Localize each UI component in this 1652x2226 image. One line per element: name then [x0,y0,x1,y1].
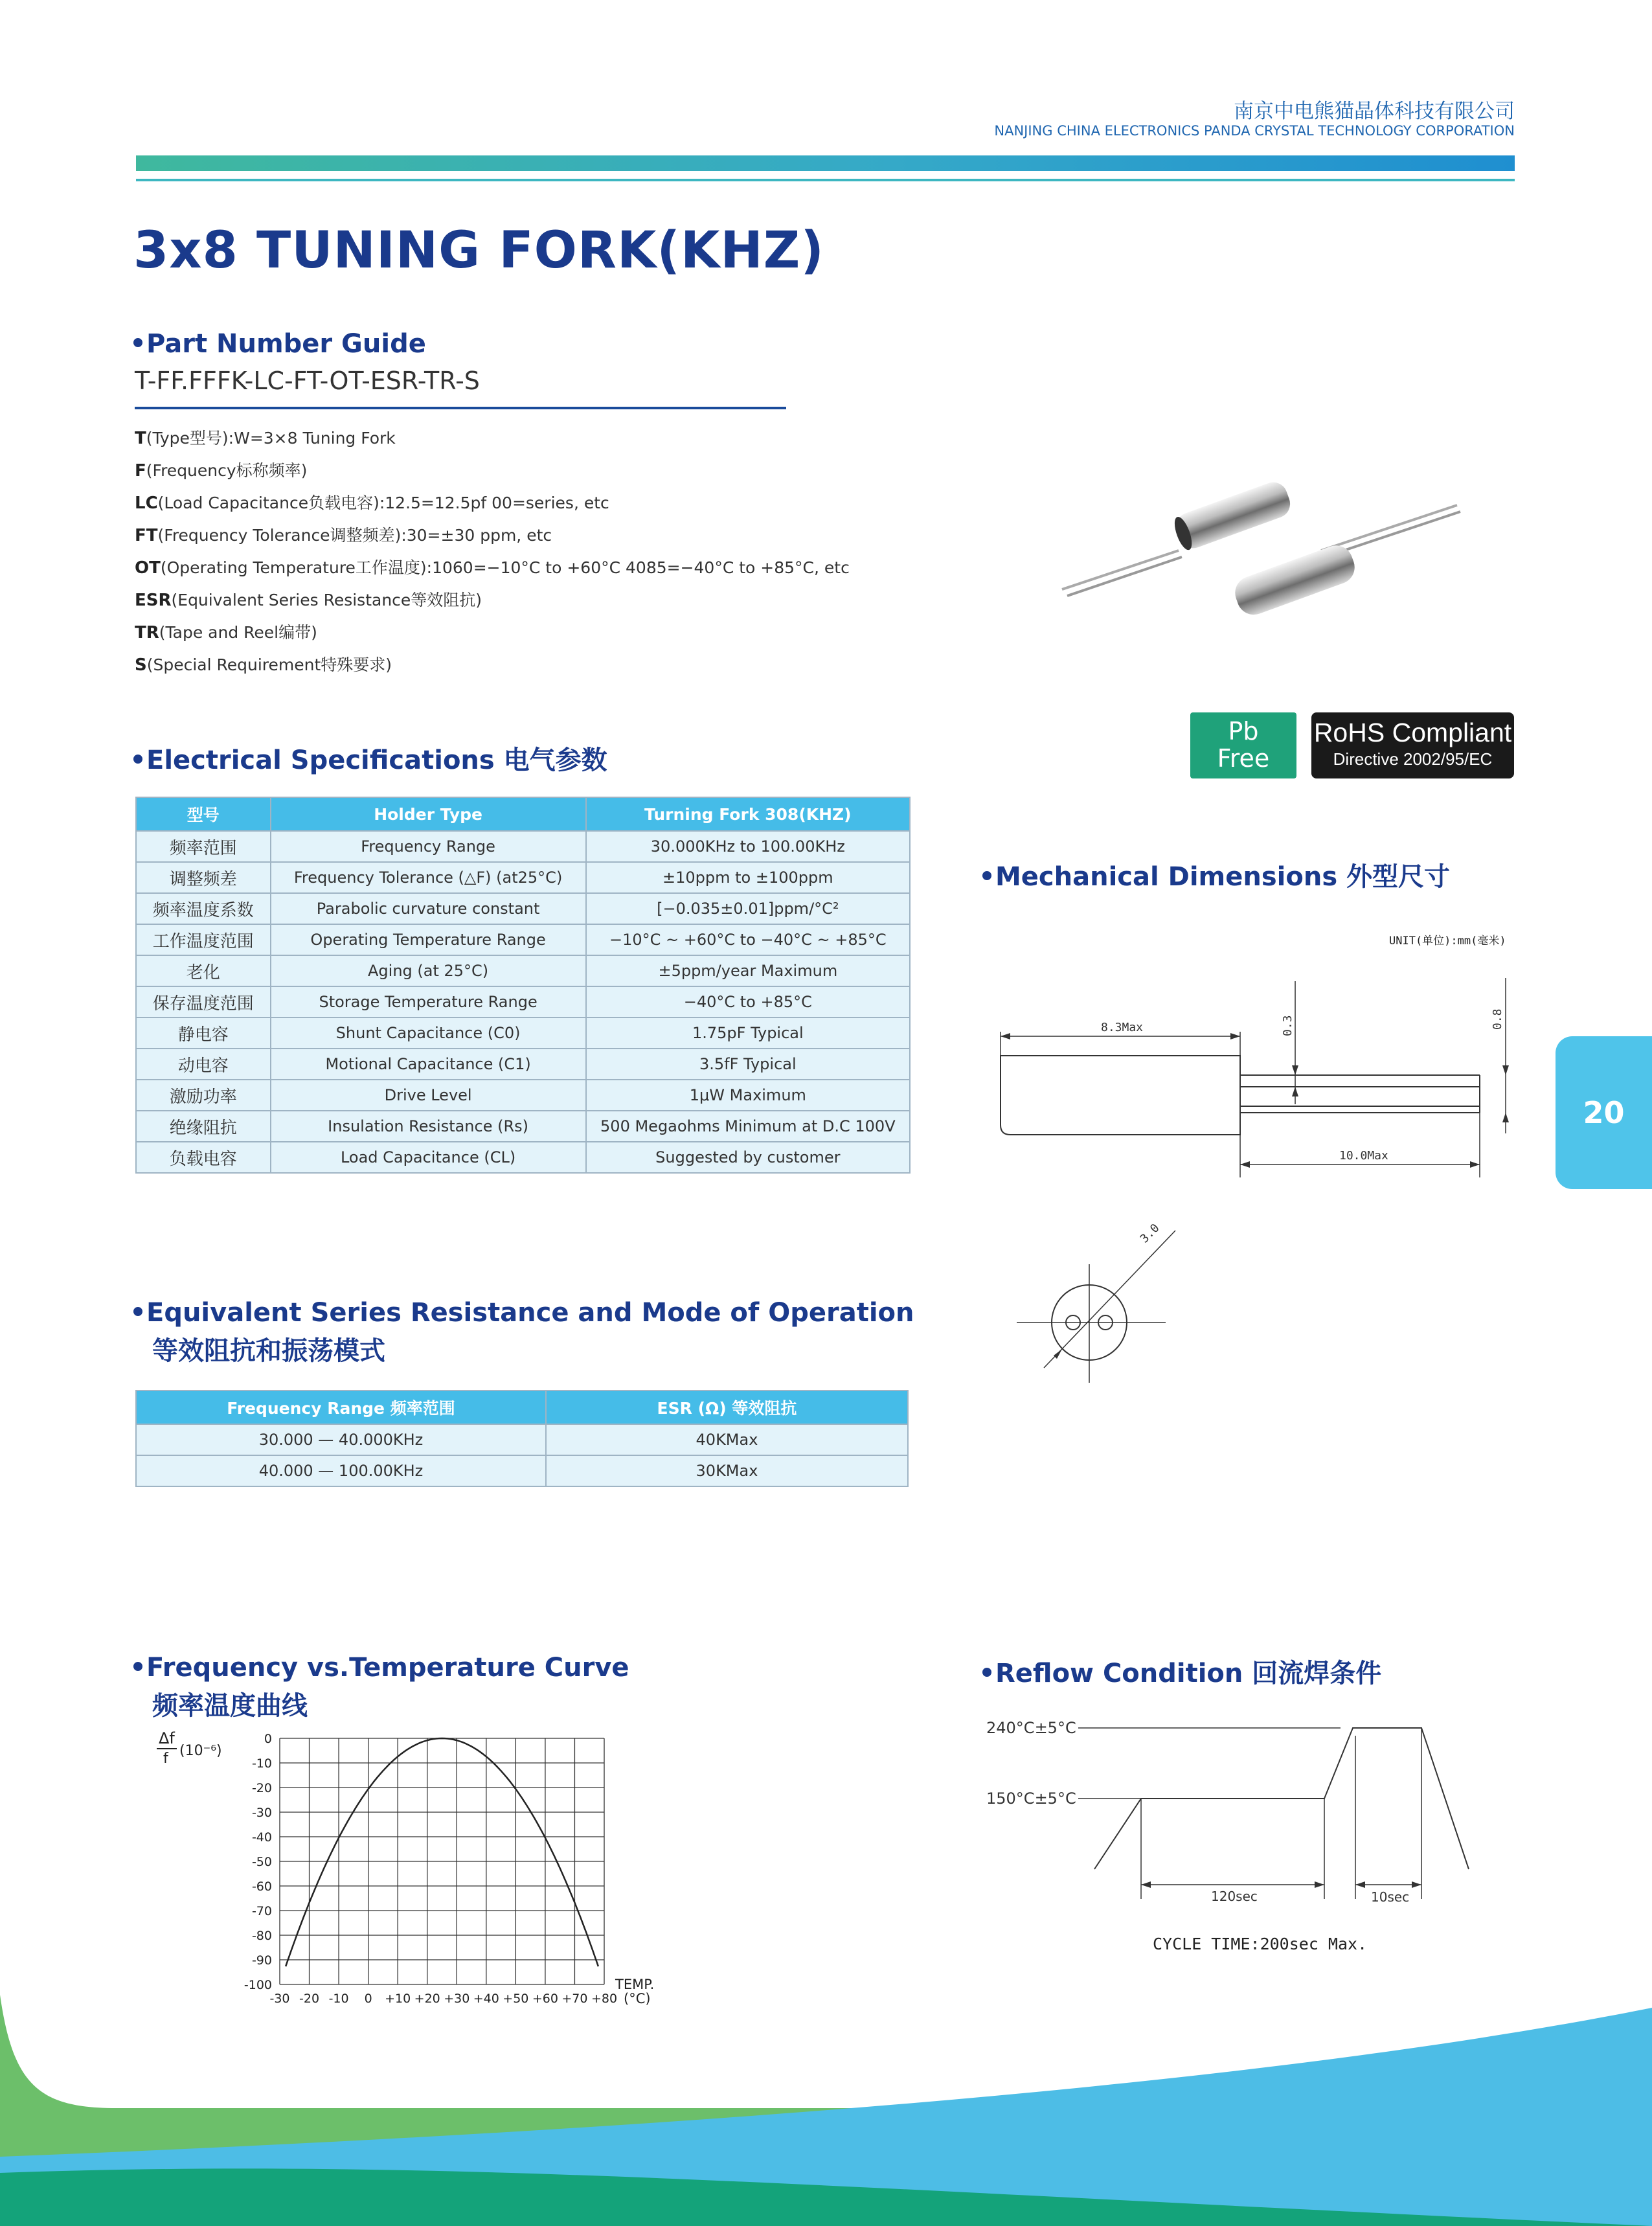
x-tick-label: -20 [299,1992,320,2006]
guide-item-text: (Type型号):W=3×8 Tuning Fork [146,429,396,448]
table-cell: 1.75pF Typical [586,1017,910,1049]
y-tick-label: -60 [251,1880,272,1894]
esr-heading: Equivalent Series Resistance and Mode of Operation [133,1298,914,1328]
x-tick-label: +70 [561,1992,588,2006]
unit-label: UNIT(单位):mm(毫米) [1389,935,1506,948]
svg-text:f: f [163,1751,168,1767]
svg-text:Δf: Δf [159,1729,175,1747]
company-name-cn: 南京中电熊猫晶体科技有限公司 [1234,100,1515,123]
electrical-heading: Electrical Specifications 电气参数 [133,740,607,777]
table-cell: 频率范围 [136,831,271,862]
table-cell: [−0.035±0.01]ppm/°C² [586,893,910,924]
table-header-cell: Frequency Range 频率范围 [136,1391,546,1424]
company-name-en: NANJING CHINA ELECTRONICS PANDA CRYSTAL TECHNOLOGY CORPORATION [994,123,1515,139]
rohs-badge [1311,712,1514,778]
guide-item-key: FT [135,526,158,545]
reflow-soak-label: 150°C±5°C [986,1789,1076,1808]
x-tick-label: -30 [269,1992,290,2006]
guide-item [135,519,850,552]
x-tick-label: 0 [364,1992,372,2006]
table-row [136,831,910,862]
x-tick-label: +10 [385,1992,411,2006]
bullet-icon [133,755,142,764]
reflow-peak-time: 10sec [1371,1889,1410,1905]
x-tick-label: +60 [532,1992,558,2006]
y-tick-label: 0 [264,1732,272,1746]
dim-body-label: 8.3Max [1101,1021,1144,1034]
table-cell: Parabolic curvature constant [271,893,586,924]
table-cell: 负载电容 [136,1142,271,1173]
bullet-icon [133,1662,142,1671]
table-row [136,986,910,1017]
x-axis-label: TEMP. [615,1977,655,1992]
guide-item [135,422,850,455]
guide-item-key: T [135,429,146,448]
y-tick-label: -20 [251,1781,272,1795]
bullet-icon [982,871,991,880]
table-cell: 绝缘阻抗 [136,1111,271,1142]
guide-item-key: LC [135,494,158,513]
table-cell: 40KMax [546,1424,908,1455]
table-row [136,924,910,955]
esr-heading-cn: 等效阻抗和振荡模式 [152,1336,385,1366]
table-cell: Suggested by customer [586,1142,910,1173]
part-number-guide-list [135,422,850,681]
electrical-spec-table [135,797,911,1174]
table-row [136,1424,908,1455]
x-tick-label: +40 [473,1992,499,2006]
table-cell: 3.5fF Typical [586,1049,910,1080]
table-cell: 调整频差 [136,862,271,893]
table-cell: Insulation Resistance (Rs) [271,1111,586,1142]
table-cell: 30.000KHz to 100.00KHz [586,831,910,862]
table-cell: −40°C to +85°C [586,986,910,1017]
pb-free-line2: Free [1217,744,1270,773]
freq-temp-chart [146,1723,677,2021]
rohs-line2: Directive 2002/95/EC [1333,749,1493,769]
table-cell: 30KMax [546,1455,908,1486]
table-cell: 静电容 [136,1017,271,1049]
pb-free-line1: Pb [1228,717,1259,745]
guide-item-key: ESR [135,591,172,610]
table-cell: −10°C ~ +60°C to −40°C ~ +85°C [586,924,910,955]
freq-temp-heading: Frequency vs.Temperature Curve [133,1653,629,1683]
y-tick-label: -40 [251,1830,272,1845]
guide-item [135,617,850,649]
guide-item-text: (Load Capacitance负载电容):12.5=12.5pf 00=series, etc [157,494,609,512]
header-gradient-bar [136,155,1515,171]
footer-wave-decoration [0,1995,1652,2226]
y-tick-label: -100 [243,1978,272,1992]
table-cell: Operating Temperature Range [271,924,586,955]
table-cell: 工作温度范围 [136,924,271,955]
x-tick-label: +80 [591,1992,618,2006]
table-cell: Shunt Capacitance (C0) [271,1017,586,1049]
reflow-peak-label: 240°C±5°C [986,1719,1076,1737]
x-tick-label: -10 [328,1992,349,2006]
part-number-guide-heading: Part Number Guide [133,329,426,359]
crystal-product-image [1049,466,1470,635]
page-title: 3x8 TUNING FORK(KHZ) [133,221,824,280]
guide-item [135,584,850,617]
bullet-icon [982,1668,991,1677]
guide-item [135,487,850,519]
table-cell: Frequency Range [271,831,586,862]
table-header-cell: ESR (Ω) 等效阻抗 [546,1391,908,1424]
guide-item [135,455,850,487]
x-tick-label: +50 [503,1992,529,2006]
guide-item-text: (Special Requirement特殊要求) [146,655,392,674]
guide-item-text: (Frequency标称频率) [146,461,308,480]
guide-item-text: (Operating Temperature工作温度):1060=−10°C to +60°C 4085=−40°C to +85°C, etc [160,558,850,577]
x-axis-unit: (°C) [624,1991,651,2006]
table-cell: 40.000 — 100.00KHz [136,1455,546,1486]
bullet-icon [133,1307,142,1316]
page-number-tab: 20 [1556,1036,1652,1189]
guide-item-text: (Equivalent Series Resistance等效阻抗) [171,591,482,609]
reflow-profile-line [1094,1728,1469,1869]
table-cell: ±5ppm/year Maximum [586,955,910,986]
mechanical-side-view [991,971,1522,1192]
frequency-curve-line [286,1738,598,1966]
guide-item-key: F [135,461,146,481]
table-cell: ±10ppm to ±100ppm [586,862,910,893]
table-cell: 激励功率 [136,1080,271,1111]
guide-item [135,552,850,584]
table-cell: Frequency Tolerance (△F) (at25°C) [271,862,586,893]
header-divider [136,179,1515,181]
x-tick-label: +30 [444,1992,470,2006]
table-row [136,1049,910,1080]
table-cell: 老化 [136,955,271,986]
dim-gap-label: 0.3 [1281,1015,1295,1036]
part-number-underline [135,407,786,409]
table-cell: Motional Capacitance (C1) [271,1049,586,1080]
table-cell: Drive Level [271,1080,586,1111]
guide-item-key: TR [135,623,159,642]
bullet-icon [133,338,142,347]
table-cell: 1μW Maximum [586,1080,910,1111]
table-row [136,1111,910,1142]
guide-item-key: S [135,655,147,675]
table-header-cell: 型号 [136,797,271,831]
table-row [136,1080,910,1111]
table-cell: 保存温度范围 [136,986,271,1017]
dim-dia-label: 3.0 [1137,1221,1162,1246]
reflow-heading: Reflow Condition 回流焊条件 [982,1653,1381,1690]
pb-free-badge [1190,712,1296,778]
table-cell: 频率温度系数 [136,893,271,924]
guide-item-text: (Tape and Reel编带) [159,623,317,642]
table-cell: Aging (at 25°C) [271,955,586,986]
table-row [136,862,910,893]
guide-item [135,649,850,681]
reflow-cycle-time: CYCLE TIME:200sec Max. [1153,1935,1368,1953]
esr-table [135,1390,909,1487]
table-header-cell: Turning Fork 308(KHZ) [586,797,910,831]
dim-lead-label: 10.0Max [1339,1149,1388,1163]
y-tick-label: -10 [251,1756,272,1771]
guide-item-text: (Frequency Tolerance调整频差):30=±30 ppm, etc [157,526,552,545]
svg-text:(10⁻⁶): (10⁻⁶) [179,1743,222,1759]
y-tick-label: -80 [251,1929,272,1943]
y-tick-label: -70 [251,1904,272,1918]
freq-temp-heading-cn: 频率温度曲线 [152,1691,308,1721]
table-row [136,1017,910,1049]
table-cell: 动电容 [136,1049,271,1080]
mechanical-end-view [1010,1218,1185,1392]
table-row [136,1142,910,1173]
y-axis-label [157,1729,222,1767]
reflow-soak-time: 120sec [1211,1889,1258,1904]
y-tick-label: -30 [251,1806,272,1820]
table-header-cell: Holder Type [271,797,586,831]
y-tick-label: -50 [251,1855,272,1869]
x-tick-label: +20 [414,1992,440,2006]
table-cell: 500 Megaohms Minimum at D.C 100V [586,1111,910,1142]
mechanical-heading: Mechanical Dimensions 外型尺寸 [982,856,1450,893]
table-row [136,893,910,924]
y-tick-label: -90 [251,1953,272,1968]
reflow-profile-chart [981,1710,1499,1969]
table-cell: 30.000 — 40.000KHz [136,1424,546,1455]
table-cell: Storage Temperature Range [271,986,586,1017]
dim-pin-label: 0.8 [1491,1008,1504,1030]
rohs-line1: RoHS Compliant [1313,718,1512,747]
table-cell: Load Capacitance (CL) [271,1142,586,1173]
table-row [136,955,910,986]
part-number-code: T-FF.FFFK-LC-FT-OT-ESR-TR-S [135,367,480,395]
guide-item-key: OT [135,558,161,578]
table-row [136,1455,908,1486]
